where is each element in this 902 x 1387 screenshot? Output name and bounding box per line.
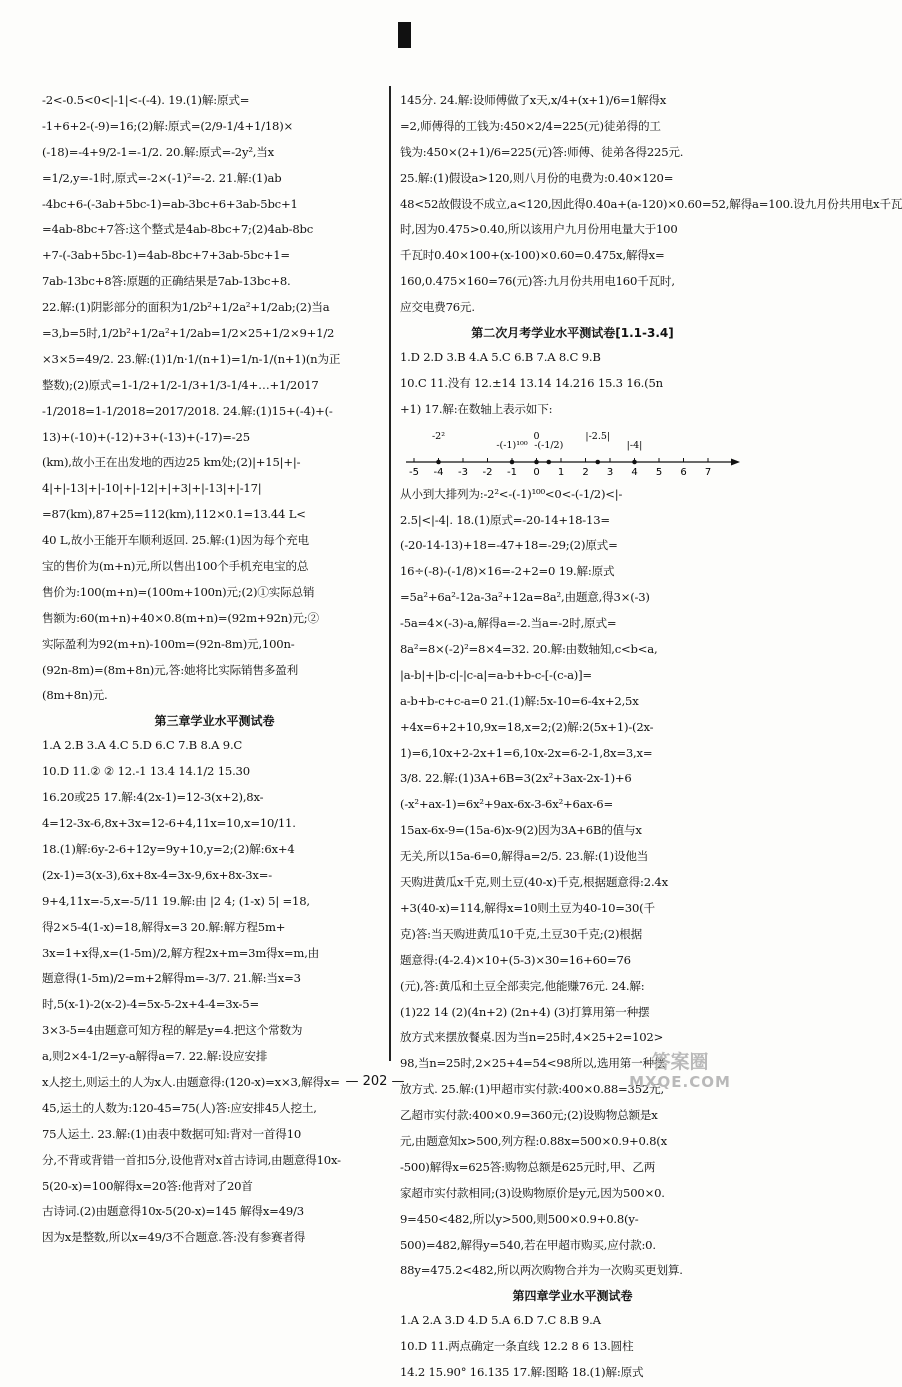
text-line: a,则2×4-1/2=y-a解得a=7. 22.解:设应安排 — [42, 1049, 268, 1064]
text-line: -500)解得x=625答:购物总额是625元时,甲、乙两 — [400, 1159, 656, 1174]
text-line: (-x²+ax-1)=6x²+9ax-6x-3-6x²+6ax-6= — [400, 797, 613, 812]
text-line: 宝的售价为(m+n)元,所以售出100个手机充电宝的总 — [42, 559, 309, 574]
text-line: a-b+b-c+c-a=0 21.(1)解:5x-10=6-4x+2,5x — [400, 693, 639, 708]
text-line: 因为x是整数,所以x=49/3不合题意.答:没有参赛者得 — [42, 1230, 306, 1245]
text-line: 从小到大排列为:-2²<-(-1)¹⁰⁰<0<-(-1/2)<|- — [400, 486, 623, 501]
page-number: — 202 — — [345, 1074, 405, 1089]
number-line-tick-label: 1 — [557, 466, 565, 478]
text-line: =87(km),87+25=112(km),112×0.1=13.44 L< — [42, 507, 306, 522]
text-line: =5a²+6a²-12a-3a²+12a=8a²,由题意,得3×(-3) — [400, 590, 650, 605]
number-line-tick-label: -5 — [409, 466, 419, 478]
text-line: 元,由题意知x>500,列方程:0.88x=500×0.9+0.8(x — [400, 1133, 667, 1148]
text-line: 家超市实付款相同;(3)设购物原价是y元,因为500×0. — [400, 1185, 665, 1200]
number-line-tick-label: 2 — [582, 466, 589, 478]
text-line: |a-b|+|b-c|-|c-a|=a-b+b-c-[-(c-a)]= — [400, 667, 592, 682]
text-line: 3×3-5=4由题意可知方程的解是y=4.把这个常数为 — [42, 1023, 303, 1038]
text-line: 钱为:450×(2+1)/6=225(元)答:师傅、徒弟各得225元. — [400, 144, 684, 159]
text-line: =2,师傅得的工钱为:450×2/4=225(元)徒弟得的工 — [400, 118, 661, 133]
text-line: 13)+(-10)+(-12)+3+(-13)+(-17)=-25 — [42, 429, 250, 444]
number-line-point-label: 0 — [533, 430, 540, 442]
right-answers-block-4 — [400, 1308, 745, 1386]
text-line: (2x-1)=3(x-3),6x+8x-4=3x-9,6x+8x-3x=- — [42, 867, 272, 882]
text-line: 1.A 2.B 3.A 4.C 5.D 6.C 7.B 8.A 9.C — [42, 738, 243, 753]
text-line: 得2×5-4(1-x)=18,解得x=3 20.解:解方程5m+ — [42, 919, 286, 934]
text-line: 乙超市实付款:400×0.9=360元;(2)设购物总额是x — [400, 1108, 658, 1123]
text-line: 10.C 11.没有 12.±14 13.14 14.216 15.3 16.(5n — [400, 375, 663, 390]
number-line-points — [432, 431, 642, 464]
text-line: x人挖土,则运土的人为x人.由题意得:(120-x)=x×3,解得x= — [42, 1074, 340, 1089]
site-watermark-logo — [624, 1052, 736, 1096]
text-line: 5(20-x)=100解得x=20答:他背对了20首 — [42, 1178, 253, 1193]
text-line: 22.解:(1)阴影部分的面积为1/2b²+1/2a²+1/2ab;(2)当a — [42, 300, 330, 315]
text-line: 分,不背或背错一首扣5分,设他背对x首古诗词,由题意得10x- — [42, 1152, 341, 1167]
text-line: 放方式. 25.解:(1)甲超市实付款:400×0.88=352元, — [400, 1082, 664, 1097]
text-line: (元),答:黄瓜和土豆全部卖完,他能赚76元. 24.解: — [400, 978, 645, 993]
text-line: 3/8. 22.解:(1)3A+6B=3(2x²+3ax-2x-1)+6 — [400, 771, 632, 786]
number-line-tick-label: 3 — [606, 466, 614, 478]
text-line: =4ab-8bc+7答:这个整式是4ab-8bc+7;(2)4ab-8bc — [42, 222, 314, 237]
text-line: (-18)=-4+9/2-1=-1/2. 20.解:原式=-2y²,当x — [42, 144, 275, 159]
text-line: (8m+8n)元. — [42, 688, 108, 703]
text-line: +3(40-x)=114,解得x=10则土豆为40-10=30(千 — [400, 900, 655, 915]
text-line: =3,b=5时,1/2b²+1/2a²+1/2ab=1/2×25+1/2×9+1/2 — [42, 326, 335, 341]
number-line-svg — [400, 424, 745, 482]
text-line: =1/2,y=-1时,原式=-2×(-1)²=-2. 21.解:(1)ab — [42, 170, 282, 185]
right-answers-block-2 — [400, 345, 745, 423]
text-line: 88y=475.2<482,所以两次购物合并为一次购买更划算. — [400, 1263, 683, 1278]
text-line: 时,5(x-1)-2(x-2)-4=5x-5-2x+4-4=3x-5= — [42, 997, 259, 1012]
number-line-ticks — [409, 458, 711, 478]
text-line: 古诗词.(2)由题意得10x-5(20-x)=145 解得x=49/3 — [42, 1204, 304, 1219]
number-line-tick-label: -1 — [507, 466, 517, 478]
text-line: 9=450<482,所以y>500,则500×0.9+0.8(y- — [400, 1211, 639, 1226]
text-line: -5a=4×(-3)-a,解得a=-2.当a=-2时,原式= — [400, 616, 617, 631]
text-line: (1)22 14 (2)(4n+2) (2n+4) (3)打算用第一种摆 — [400, 1004, 650, 1019]
text-line: 7ab-13bc+8答:原题的正确结果是7ab-13bc+8. — [42, 274, 291, 289]
section-heading-second-monthly-test: 第二次月考学业水平测试卷[1.1-3.4] — [471, 326, 674, 341]
text-line: 8a²=8×(-2)²=8×4=32. 20.解:由数轴知,c<b<a, — [400, 642, 658, 657]
number-line-tick-label: 5 — [655, 466, 663, 478]
text-line: 45,运土的人数为:120-45=75(人)答:应安排45人挖土, — [42, 1100, 317, 1115]
text-line: 10.D 11.两点确定一条直线 12.2 8 6 13.圆柱 — [400, 1339, 634, 1354]
section-heading-chapter-3: 第三章学业水平测试卷 — [154, 714, 275, 729]
top-tab-mark — [398, 22, 411, 48]
text-line: 160,0.475×160=76(元)答:九月份共用电160千瓦时, — [400, 274, 675, 289]
number-line-tick-label: -3 — [458, 466, 468, 478]
text-line: 时,因为0.475>0.40,所以该用户九月份用电量大于100 — [400, 222, 678, 237]
text-line: 无关,所以15a-6=0,解得a=2/5. 23.解:(1)设他当 — [400, 849, 649, 864]
page-number-value: 202 — [362, 1074, 388, 1089]
text-line: 4|+|-13|+|-10|+|-12|+|+3|+|-13|+|-17| — [42, 481, 262, 496]
right-answers-block-1 — [400, 88, 902, 321]
text-line: 克)答:当天购进黄瓜10千克,土豆30千克;(2)根据 — [400, 926, 643, 941]
text-line: 售额为:60(m+n)+40×0.8(m+n)=(92m+92n)元;② — [42, 610, 319, 625]
number-line-point — [436, 459, 441, 464]
number-line-tick-label: -2 — [482, 466, 493, 478]
number-line-arrow-icon — [731, 458, 740, 465]
text-line: 98,当n=25时,2×25+4=54<98所以,选用第一种摆 — [400, 1056, 666, 1071]
left-answers-block-2 — [42, 733, 387, 1251]
text-line: 3x=1+x得,x=(1-5m)/2,解方程2x+m=3m得x=m,由 — [42, 945, 320, 960]
watermark-title: 答案圈 — [651, 1051, 709, 1073]
text-line: 1.A 2.A 3.D 4.D 5.A 6.D 7.C 8.B 9.A — [400, 1313, 601, 1328]
number-line-point-label: |-4| — [626, 439, 643, 451]
number-line-point — [595, 459, 600, 464]
text-line: 15ax-6x-9=(15a-6)x-9(2)因为3A+6B的值与x — [400, 823, 642, 838]
text-line: 千瓦时0.40×100+(x-100)×0.60=0.475x,解得x= — [400, 248, 665, 263]
number-line-point — [534, 459, 539, 464]
number-line-tick-label: 7 — [704, 466, 712, 478]
number-line-tick-label: 6 — [680, 466, 687, 478]
number-line-point-label: -(-1/2) — [534, 439, 564, 451]
column-divider — [389, 86, 391, 1061]
text-line: 售价为:100(m+n)=(100m+100n)元;(2)①实际总销 — [42, 584, 315, 599]
text-line: 75人运土. 23.解:(1)由表中数据可知:背对一首得10 — [42, 1126, 302, 1141]
number-line-point — [546, 459, 551, 464]
text-line: 25.解:(1)假设a>120,则八月份的电费为:0.40×120= — [400, 170, 674, 185]
number-line-tick-label: -4 — [433, 466, 444, 478]
text-line: 14.2 15.90° 16.135 17.解:图略 18.(1)解:原式 — [400, 1365, 644, 1380]
right-answers-block-3 — [400, 482, 745, 1285]
text-line: 40 L,故小王能开车顺利返回. 25.解:(1)因为每个充电 — [42, 533, 309, 548]
text-line: 实际盈利为92(m+n)-100m=(92n-8m)元,100n- — [42, 636, 295, 651]
text-line: 应交电费76元. — [400, 300, 475, 315]
text-line: ×3×5=49/2. 23.解:(1)1/n·1/(n+1)=1/n-1/(n+1)(n为正 — [42, 351, 341, 366]
text-line: -4bc+6-(-3ab+5bc-1)=ab-3bc+6+3ab-5bc+1 — [42, 196, 298, 211]
text-line: -1+6+2-(-9)=16;(2)解:原式=(2/9-1/4+1/18)× — [42, 118, 294, 133]
number-line-point-label: |-2.5| — [585, 430, 611, 442]
number-line-point-label: -2² — [431, 430, 446, 442]
number-line-tick-label: 0 — [533, 466, 540, 478]
text-line: 48<52故假设不成立,a<120,因此得0.40a+(a-120)×0.60=52,解得a=100.设九月份共用电x千瓦 — [400, 196, 902, 211]
text-line: 题意得:(4-2.4)×10+(5-3)×30=16+60=76 — [400, 952, 631, 967]
text-line: 18.(1)解:6y-2-6+12y=9y+10,y=2;(2)解:6x+4 — [42, 841, 295, 856]
left-answers-block-1 — [42, 88, 387, 709]
text-line: 放方式来摆放餐桌.因为当n=25时,4×25+2=102> — [400, 1030, 664, 1045]
text-line: +4x=6+2+10,9x=18,x=2;(2)解:2(5x+1)-(2x- — [400, 719, 654, 734]
text-line: -1/2018=1-1/2018=2017/2018. 24.解:(1)15+(-4)+(- — [42, 403, 333, 418]
number-line-point — [632, 459, 637, 464]
text-line: 500)=482,解得y=540,若在甲超市购买,应付款:0. — [400, 1237, 656, 1252]
text-line: 2.5|<|-4|. 18.(1)原式=-20-14+18-13= — [400, 512, 610, 527]
text-line: +1) 17.解:在数轴上表示如下: — [400, 401, 553, 416]
section-heading-chapter-4: 第四章学业水平测试卷 — [512, 1289, 633, 1304]
text-line: 1.D 2.D 3.B 4.A 5.C 6.B 7.A 8.C 9.B — [400, 350, 601, 365]
text-line: 16÷(-8)-(-1/8)×16=-2+2=0 19.解:原式 — [400, 564, 615, 579]
text-line: (km),故小王在出发地的西边25 km处;(2)|+15|+|- — [42, 455, 301, 470]
text-line: 整数);(2)原式=1-1/2+1/2-1/3+1/3-1/4+…+1/2017 — [42, 377, 319, 392]
text-line: (-20-14-13)+18=-47+18=-29;(2)原式= — [400, 538, 618, 553]
text-line: 天购进黄瓜x千克,则土豆(40-x)千克,根据题意得:2.4x — [400, 875, 668, 890]
number-line-tick-label: 4 — [631, 466, 638, 478]
text-line: 10.D 11.② ② 12.-1 13.4 14.1/2 15.30 — [42, 764, 250, 779]
text-line: 9+4,11x=-5,x=-5/11 19.解:由 |2 4; (1-x) 5| =18, — [42, 893, 310, 908]
right-column — [400, 88, 902, 1387]
number-line-point-label: -(-1)¹⁰⁰ — [496, 439, 528, 451]
watermark-domain: MXQE.COM — [629, 1073, 731, 1091]
text-line: -2<-0.5<0<|-1|<-(-4). 19.(1)解:原式= — [42, 93, 250, 107]
number-line-point — [510, 459, 515, 464]
text-line: 题意得(1-5m)/2=m+2解得m=-3/7. 21.解:当x=3 — [42, 971, 301, 986]
text-line: +7-(-3ab+5bc-1)=4ab-8bc+7+3ab-5bc+1= — [42, 248, 290, 263]
text-line: (92n-8m)=(8m+8n)元,答:她将比实际销售多盈利 — [42, 662, 298, 677]
text-line: 145分. 24.解:设师傅做了x天,x/4+(x+1)/6=1解得x — [400, 93, 667, 107]
text-line: 16.20或25 17.解:4(2x-1)=12-3(x+2),8x- — [42, 790, 264, 805]
number-line-figure — [400, 424, 745, 482]
text-line: 1)=6,10x+2-2x+1=6,10x-2x=6-2-1,8x=3,x= — [400, 745, 653, 760]
text-line: 4=12-3x-6,8x+3x=12-6+4,11x=10,x=10/11. — [42, 816, 296, 831]
